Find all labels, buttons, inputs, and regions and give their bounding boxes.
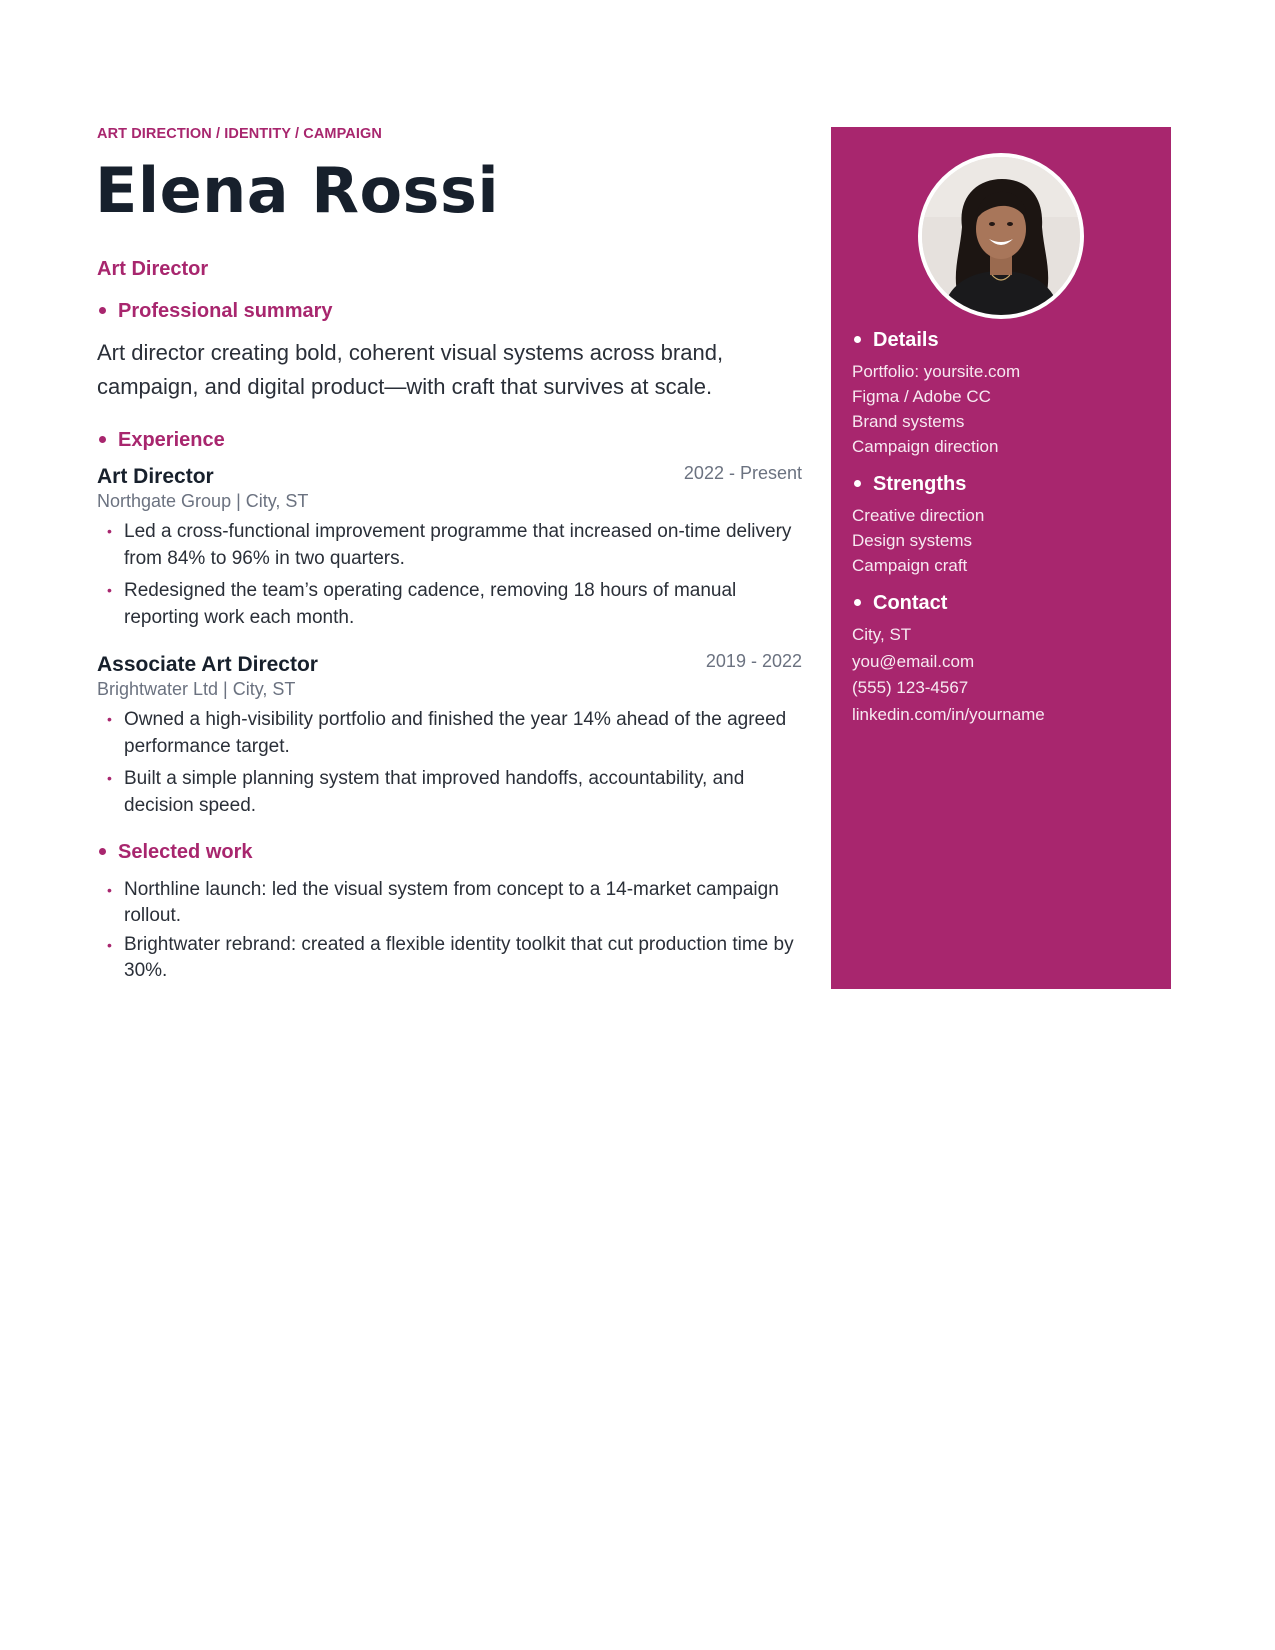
bullet-icon: • — [107, 711, 112, 727]
contact-phone: (555) 123-4567 — [852, 678, 969, 697]
bullet-icon: • — [107, 523, 112, 539]
job-entry — [97, 465, 802, 636]
bullet-dot-icon — [854, 480, 861, 487]
job-bullets — [97, 706, 802, 819]
bullet-dot-icon — [99, 436, 106, 443]
details-item: Brand systems — [852, 412, 965, 431]
list-item — [97, 877, 802, 929]
profile-photo-icon — [922, 157, 1080, 315]
job-dates: 2022 - Present — [683, 463, 802, 483]
list-item — [97, 932, 802, 984]
section-heading-label: Selected work — [118, 841, 253, 863]
bullet-icon: • — [107, 770, 112, 786]
sidebar-strengths — [852, 473, 1152, 578]
details-item: Portfolio: yoursite.com — [852, 362, 1021, 381]
job-role: Art Director — [97, 258, 209, 280]
bullet-dot-icon — [854, 336, 861, 343]
details-item: Campaign direction — [852, 437, 999, 456]
sidebar-heading-strengths — [852, 473, 1152, 496]
job-title: Art Director — [97, 465, 214, 488]
bullet-text: Brightwater rebrand: created a flexible identity toolkit that cut production time by 30%. — [124, 934, 794, 981]
sidebar-heading-label: Contact — [873, 592, 948, 614]
section-heading-label: Experience — [118, 429, 225, 451]
sidebar-heading-label: Details — [873, 329, 939, 351]
list-item — [97, 706, 802, 760]
job-company: Northgate Group | City, ST — [97, 491, 309, 511]
work-bullets — [97, 877, 802, 984]
job-company: Brightwater Ltd | City, ST — [97, 679, 296, 699]
job-dates: 2019 - 2022 — [705, 651, 802, 671]
strengths-list — [852, 503, 1152, 578]
strengths-item: Creative direction — [852, 506, 985, 525]
contact-linkedin[interactable]: linkedin.com/in/yourname — [852, 704, 1045, 724]
job-bullets — [97, 518, 802, 631]
candidate-name: Elena Rossi — [95, 154, 500, 227]
sidebar-details — [852, 329, 1152, 459]
job-entry — [97, 653, 802, 824]
sidebar-heading-label: Strengths — [873, 473, 967, 495]
bullet-text: Built a simple planning system that improved handoffs, accountability, and decision speed. — [124, 768, 745, 816]
contact-location: City, ST — [852, 625, 912, 644]
strengths-item: Campaign craft — [852, 556, 968, 575]
list-item — [97, 577, 802, 631]
bullet-dot-icon — [99, 307, 106, 314]
sidebar-heading-contact — [852, 592, 1152, 615]
bullet-text: Owned a high-visibility portfolio and finished the year 14% ahead of the agreed performance target. — [124, 709, 787, 757]
bullet-icon: • — [107, 582, 112, 598]
selected-work-list — [97, 877, 802, 987]
details-list — [852, 359, 1152, 459]
contact-list — [852, 622, 1152, 728]
section-heading-summary — [97, 300, 333, 323]
bullet-text: Redesigned the team’s operating cadence, removing 18 hours of manual reporting work each month. — [124, 580, 737, 628]
bullet-text: Northline launch: led the visual system from concept to a 14-market campaign rollout. — [124, 879, 779, 926]
bullet-text: Led a cross-functional improvement programme that increased on-time delivery from 84% to 96% in two quarters. — [124, 521, 792, 569]
section-heading-label: Professional summary — [118, 300, 333, 322]
eyebrow-tagline: ART DIRECTION / IDENTITY / CAMPAIGN — [97, 126, 382, 142]
list-item — [97, 765, 802, 819]
section-heading-experience — [97, 429, 225, 452]
avatar — [918, 153, 1084, 319]
sidebar-heading-details — [852, 329, 1152, 352]
section-heading-selected-work — [97, 841, 253, 864]
contact-email[interactable]: you@email.com — [852, 651, 975, 671]
bullet-icon: • — [107, 882, 112, 898]
sidebar — [831, 127, 1171, 989]
bullet-dot-icon — [99, 848, 106, 855]
sidebar-contact — [852, 592, 1152, 728]
summary-text: Art director creating bold, coherent visual systems across brand, campaign, and digital product—with craft that survives at scale. — [97, 340, 724, 399]
strengths-item: Design systems — [852, 531, 972, 550]
bullet-dot-icon — [854, 599, 861, 606]
job-title: Associate Art Director — [97, 653, 318, 676]
bullet-icon: • — [107, 937, 112, 953]
details-item: Figma / Adobe CC — [852, 387, 991, 406]
list-item — [97, 518, 802, 572]
